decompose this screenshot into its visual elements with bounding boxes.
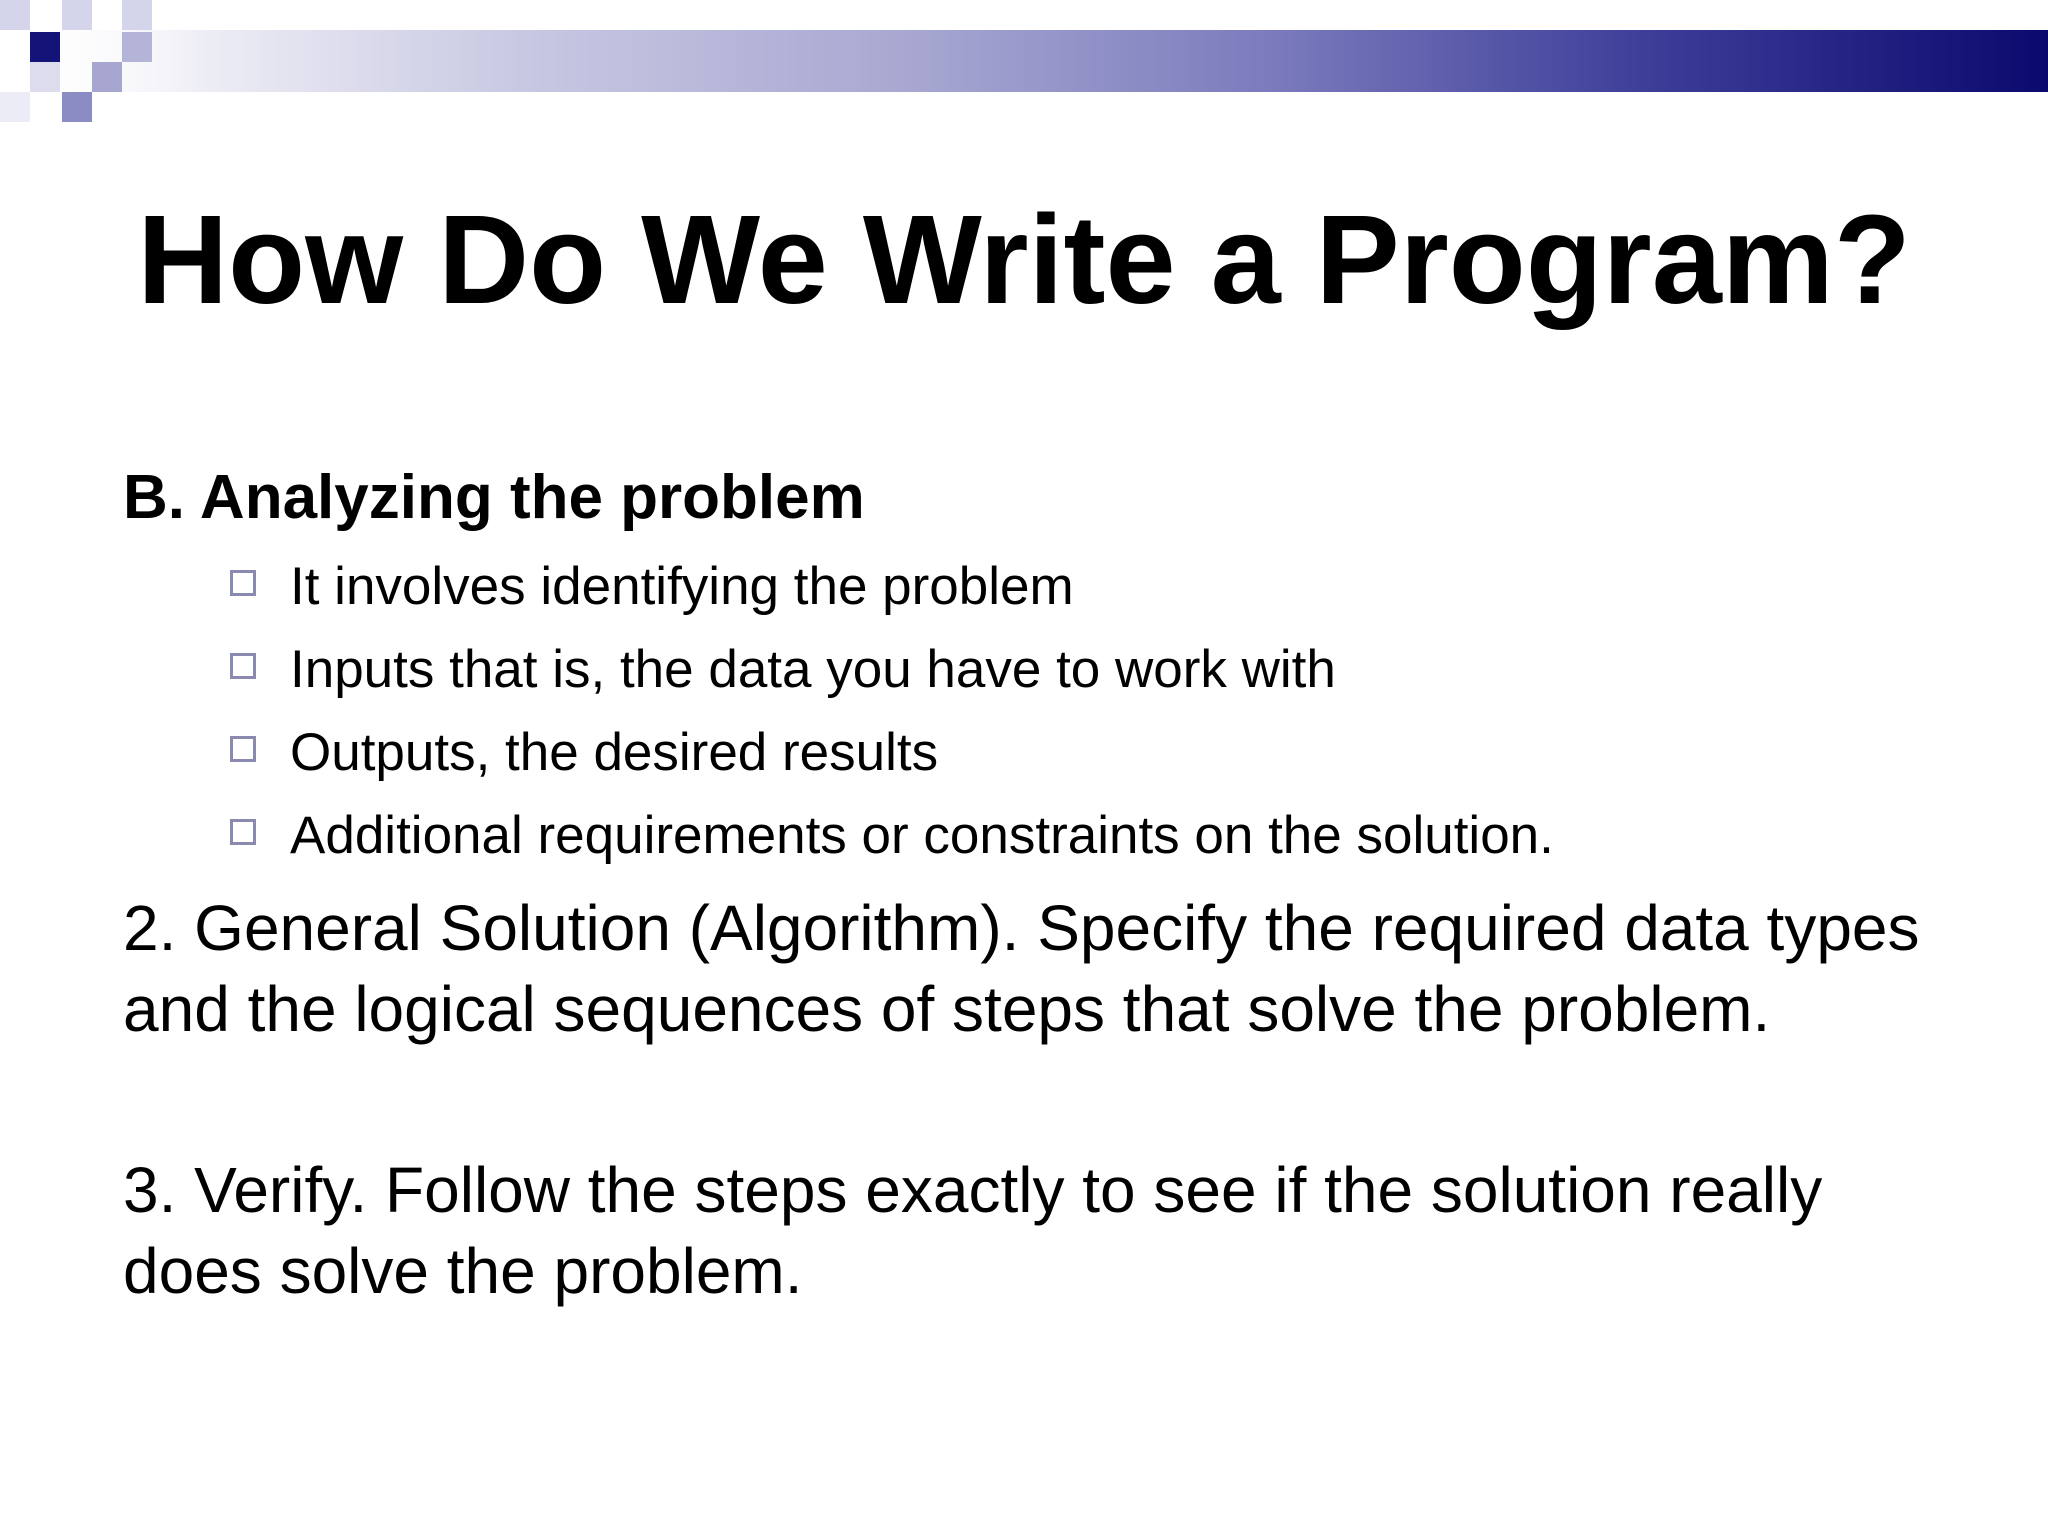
checkbox-bullet-icon [230, 653, 256, 679]
logo-square-light [122, 0, 152, 30]
list-item [228, 635, 1554, 718]
logo-square-mid [92, 62, 122, 92]
paragraph-general-solution: 2. General Solution (Algorithm). Specify the required data types and the logical sequences of steps that solve the problem. [123, 892, 1920, 1045]
sub-item-list [228, 552, 1554, 884]
list-item-text: Outputs, the desired results [290, 723, 939, 782]
list-item [228, 801, 1554, 884]
list-item-text: Inputs that is, the data you have to work with [290, 640, 1336, 699]
logo-square-mid [122, 32, 152, 62]
checkbox-bullet-icon [230, 819, 256, 845]
paragraph-verify: 3. Verify. Follow the steps exactly to see if the solution really does solve the problem. [123, 1154, 1823, 1307]
list-item-text: It involves identifying the problem [290, 557, 1074, 616]
slide-title: How Do We Write a Program? [137, 189, 1911, 330]
checkbox-bullet-icon [230, 736, 256, 762]
logo-square-dark [30, 32, 60, 62]
list-item [228, 552, 1554, 635]
logo-square-light [30, 62, 60, 92]
gradient-banner [0, 30, 2048, 92]
list-item-text: Additional requirements or constraints on the solution. [290, 806, 1554, 865]
logo-square-mid [62, 92, 92, 122]
logo-square-light [0, 92, 30, 122]
list-item [228, 718, 1554, 801]
checkbox-bullet-icon [230, 570, 256, 596]
logo-square-light [62, 0, 92, 30]
logo-square-light [0, 0, 30, 30]
section-heading: B. Analyzing the problem [123, 463, 865, 532]
